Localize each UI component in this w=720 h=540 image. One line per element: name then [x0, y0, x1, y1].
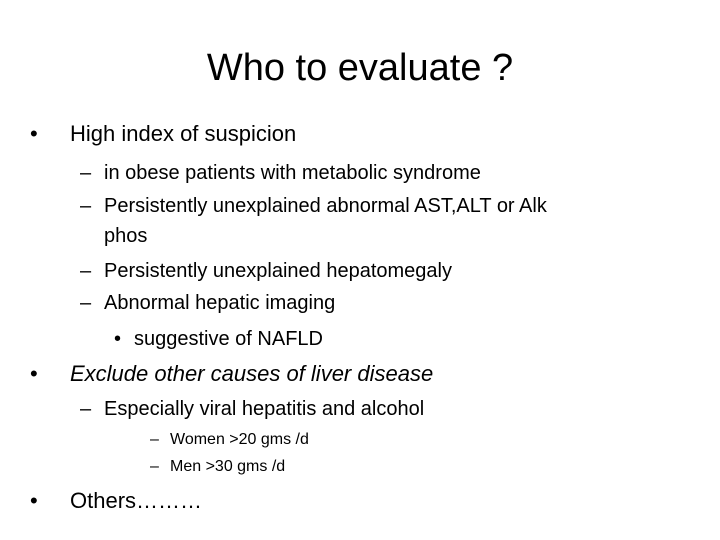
dash-marker: –: [150, 458, 159, 475]
bullet-exclude-other-causes: Exclude other causes of liver disease: [70, 361, 434, 386]
bullet-marker: •: [30, 121, 38, 146]
sub-sub-bullet-suggestive-of-nafld: suggestive of NAFLD: [134, 328, 323, 350]
dash-marker: –: [80, 292, 92, 314]
sub-bullet-viral-hepatitis-alcohol: Especially viral hepatitis and alcohol: [104, 398, 425, 420]
sub-bullet-abnormal-imaging: Abnormal hepatic imaging: [104, 292, 336, 314]
dash-marker: –: [80, 195, 92, 217]
dash-marker: –: [150, 431, 159, 448]
bullet-marker: •: [30, 488, 38, 513]
slide-title: Who to evaluate ?: [206, 47, 514, 89]
sub-item-women-threshold: Women >20 gms /d: [170, 431, 309, 448]
sub-bullet-hepatomegaly: Persistently unexplained hepatomegaly: [104, 260, 452, 282]
sub-item-men-threshold: Men >30 gms /d: [170, 458, 286, 475]
bullet-marker: •: [114, 328, 122, 350]
bullet-high-index-of-suspicion: High index of suspicion: [70, 121, 297, 146]
sub-bullet-abnormal-liver-enzymes: Persistently unexplained abnormal AST,ALT or Alk: [104, 195, 547, 217]
bullet-marker: •: [30, 361, 38, 386]
sub-bullet-abnormal-liver-enzymes-continuation: phos: [104, 225, 148, 247]
bullet-others: Others………: [70, 488, 203, 513]
dash-marker: –: [80, 260, 92, 282]
sub-bullet-obese-patients: in obese patients with metabolic syndrome: [104, 162, 481, 184]
dash-marker: –: [80, 398, 92, 420]
dash-marker: –: [80, 162, 92, 184]
